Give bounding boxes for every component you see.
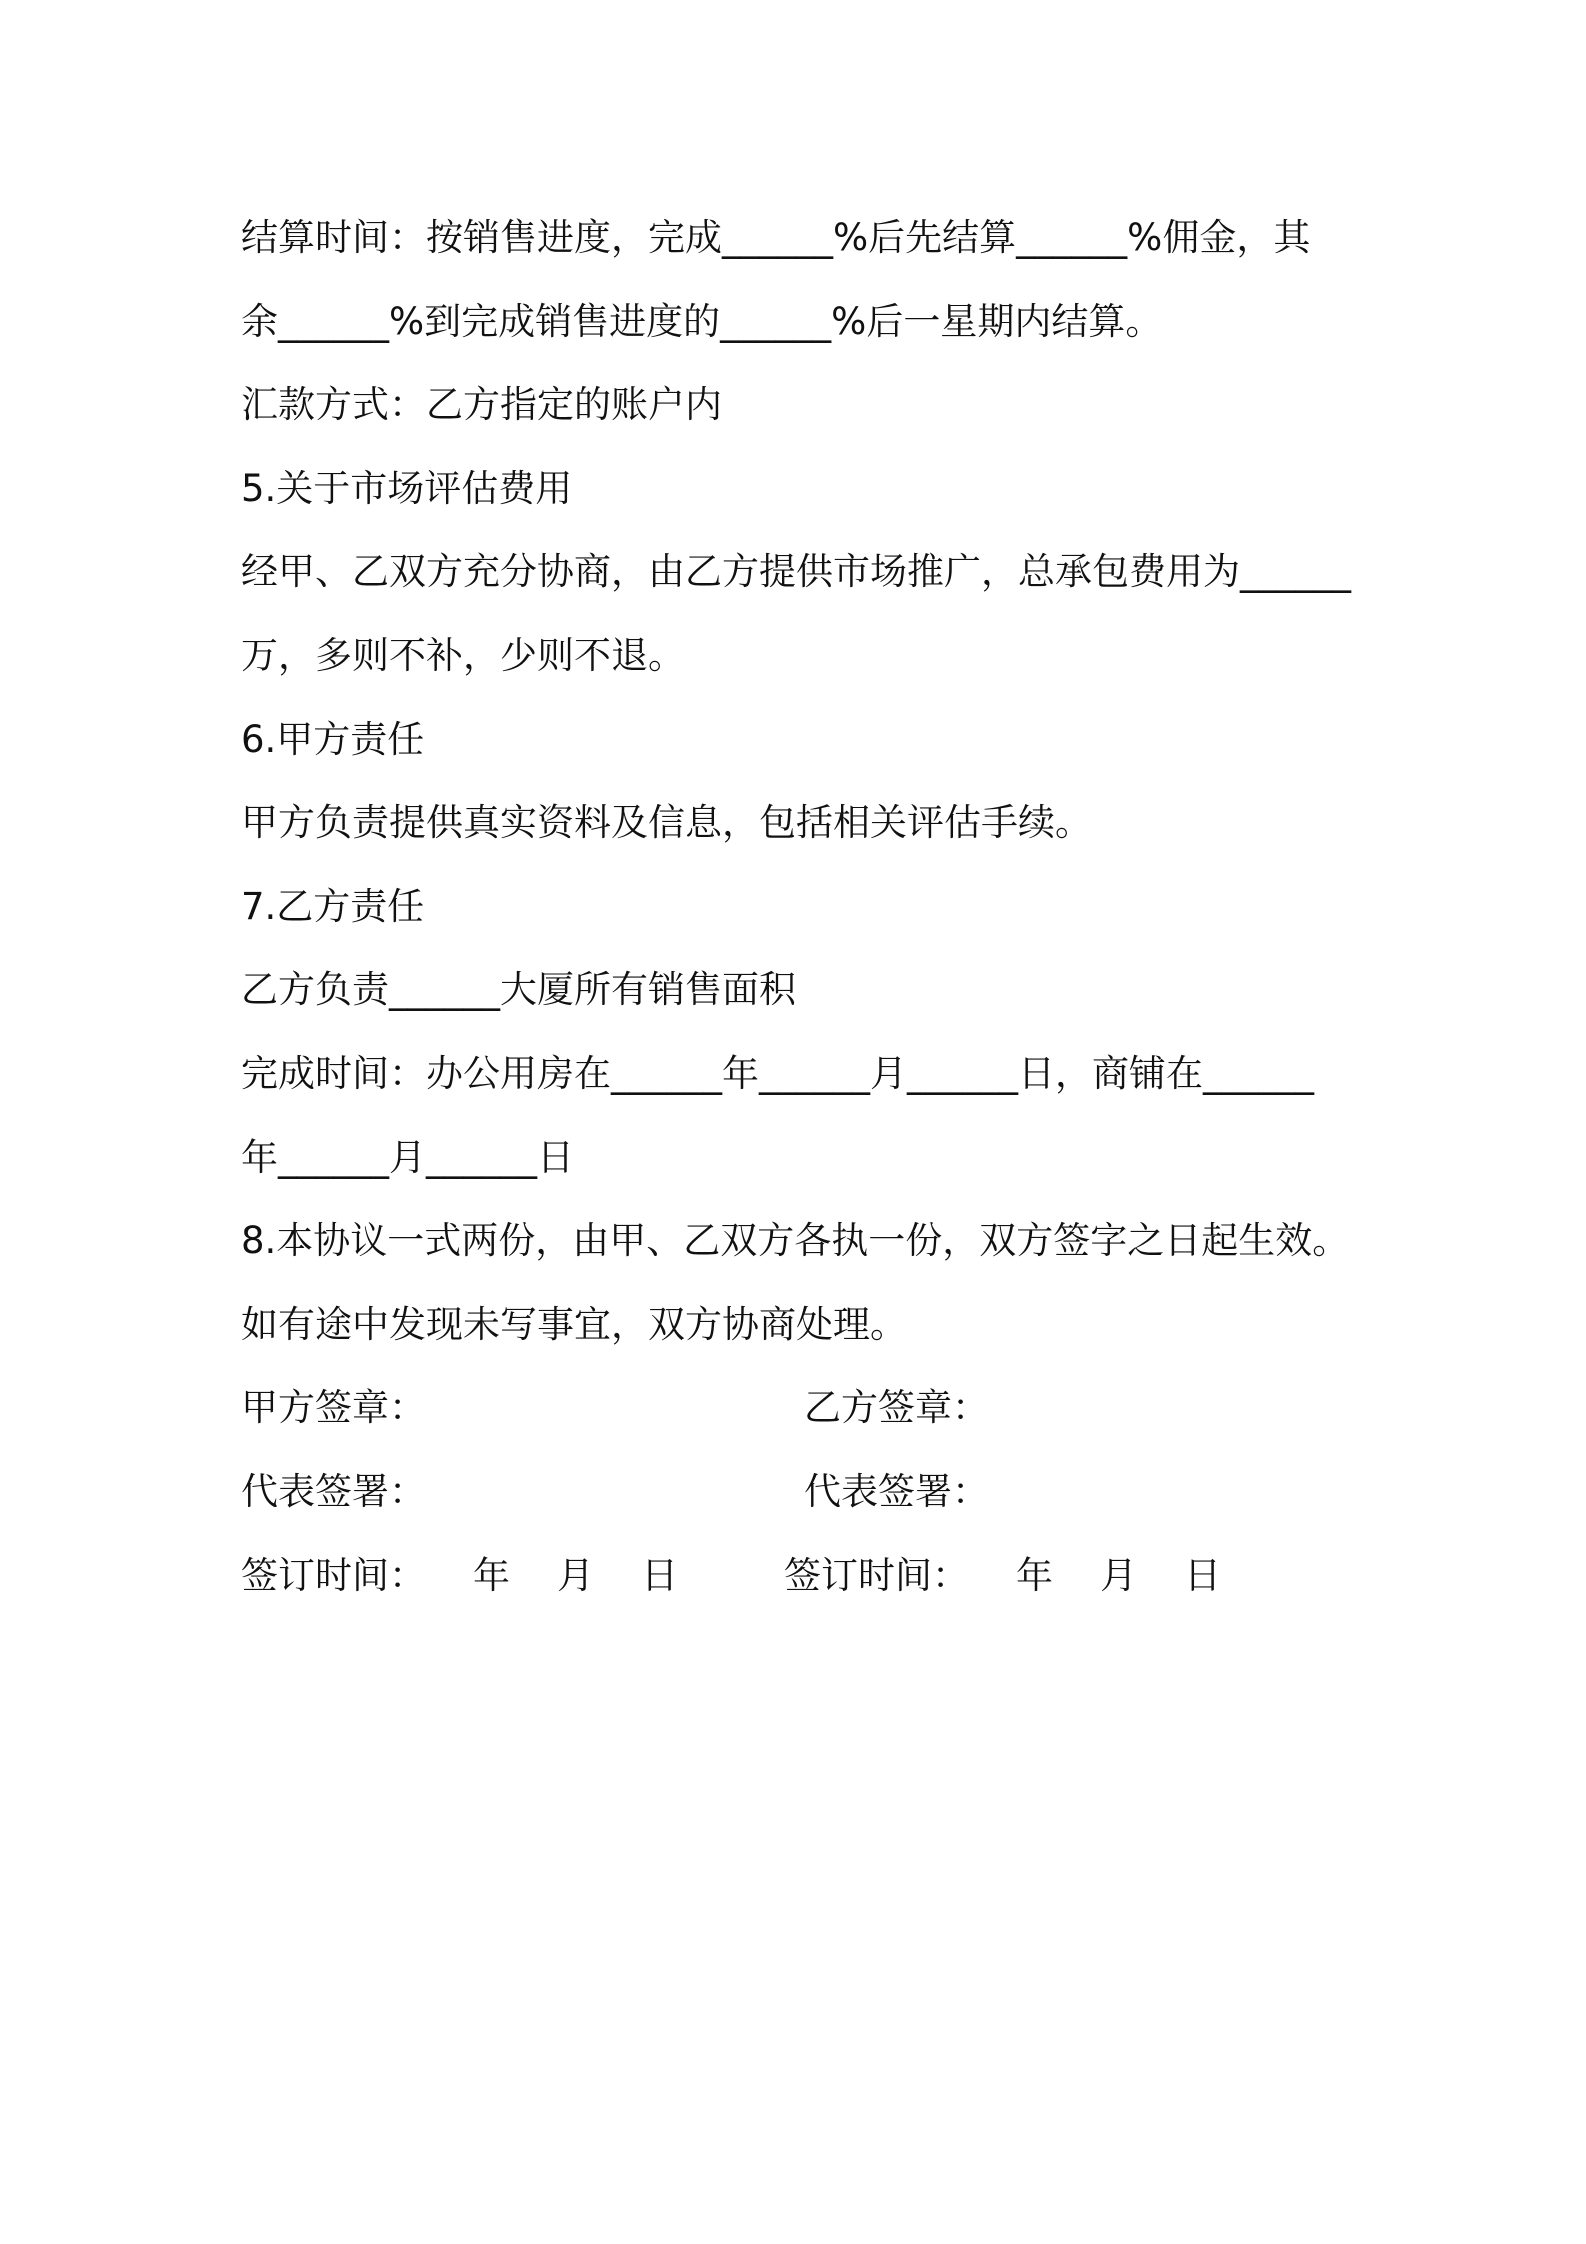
completion-time-line-2: 年______月______日 [241,1135,574,1179]
market-fee-line-1: 经甲、乙双方充分协商，由乙方提供市场推广，总承包费用为______ [241,550,1351,594]
party-a-rep-label: 代表签署： [241,1469,426,1513]
party-a-seal-label: 甲方签章： [241,1386,426,1430]
section-5-heading: 5.关于市场评估费用 [241,466,573,510]
section-6-heading: 6.甲方责任 [241,717,425,761]
seal-row [241,1366,1361,1450]
market-fee-line-2: 万，多则不补，少则不退。 [241,633,685,677]
completion-time-line-1: 完成时间：办公用房在______年______月______日，商铺在______ [241,1051,1314,1095]
party-b-date-label: 签订时间： 年 月 日 [784,1553,1222,1597]
party-b-seal-label: 乙方签章： [804,1386,989,1430]
party-a-date-label: 签订时间： 年 月 日 [241,1553,679,1597]
party-b-rep-label: 代表签署： [804,1469,989,1513]
settlement-time-line-2: 余______%到完成销售进度的______%后一星期内结算。 [241,299,1163,343]
remittance-method: 汇款方式：乙方指定的账户内 [241,383,722,427]
party-b-responsibility: 乙方负责______大厦所有销售面积 [241,968,796,1012]
document-page [241,196,1361,1617]
representative-row [241,1450,1361,1534]
signing-date-row [241,1534,1361,1618]
party-a-responsibility: 甲方负责提供真实资料及信息，包括相关评估手续。 [241,801,1092,845]
section-8-line-2: 如有途中发现未写事宜，双方协商处理。 [241,1302,907,1346]
settlement-time-line-1: 结算时间：按销售进度，完成______%后先结算______%佣金，其 [241,216,1311,259]
section-7-heading: 7.乙方责任 [241,884,425,928]
section-8-line-1: 8.本协议一式两份，由甲、乙双方各执一份，双方签字之日起生效。 [241,1219,1350,1263]
